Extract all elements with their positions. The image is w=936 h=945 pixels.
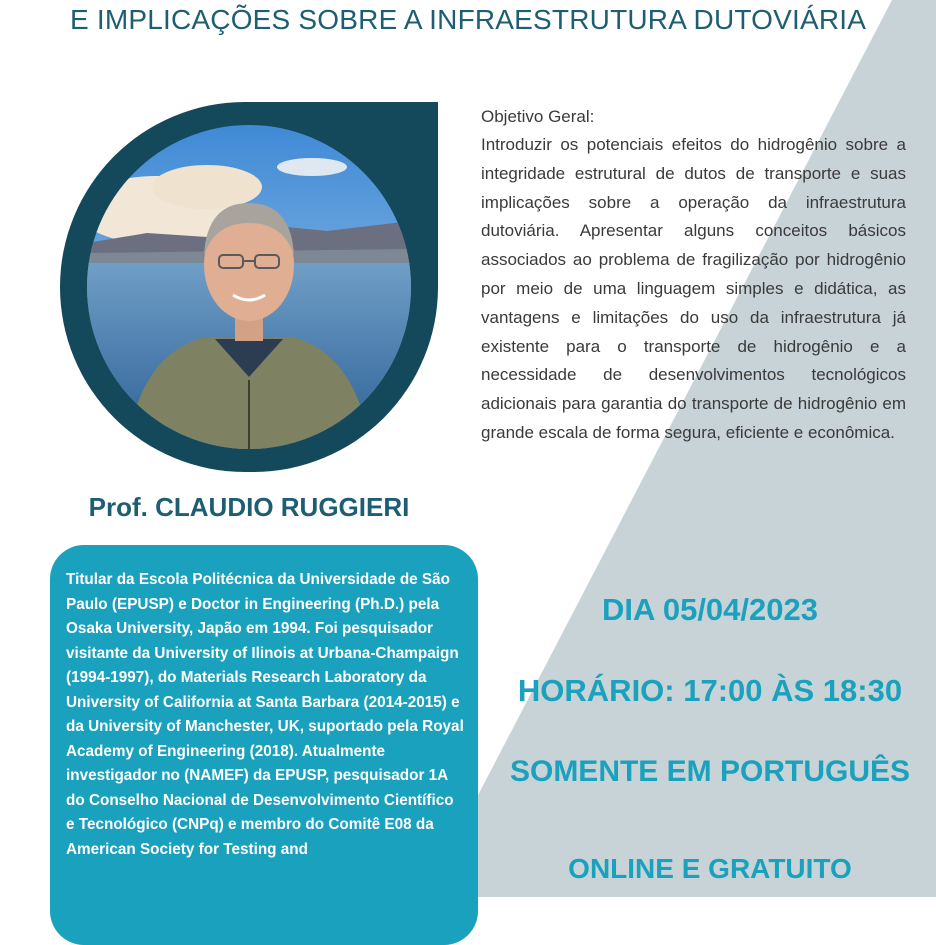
- speaker-bio-card: [50, 545, 478, 945]
- speaker-bio-text: Titular da Escola Politécnica da Universidade de São Paulo (EPUSP) e Doctor in Engineering (Ph.D.) pela Osaka University, Japão em 1994. Foi pesquisador visitante da University of Ilinois at Urbana-Champaign (1994-1997), do Materials Research Laboratory da University of California at Santa Barbara (2014-2015) e da University of Manchester, UK, suportado pela Royal Academy of Engineering (2018). Atualmente investigador no (NAMEF) da EPUSP, pesquisador 1A do Conselho Nacional de Desenvolvimento Científico e Tecnológico (CNPq) e membro do Comitê E08 da American Society for Testing and: [66, 571, 464, 858]
- speaker-name: Prof. CLAUDIO RUGGIERI: [88, 492, 410, 522]
- page-title: E IMPLICAÇÕES SOBRE A INFRAESTRUTURA DUTOVIÁRIA: [70, 4, 867, 35]
- event-access: ONLINE E GRATUITO: [568, 853, 852, 884]
- event-language: SOMENTE EM PORTUGUÊS: [509, 755, 911, 788]
- event-time: HORÁRIO: 17:00 ÀS 18:30: [517, 673, 903, 708]
- speaker-photo-frame: [60, 102, 438, 472]
- event-date: DIA 05/04/2023: [601, 592, 818, 627]
- objective-text: Introduzir os potenciais efeitos do hidrogênio sobre a integridade estrutural de dutos de transporte e suas implicações sobre a operação da infraestrutura dutoviária. Apresentar alguns conceitos básicos associados ao problema de fragilização por hidrogênio por meio de uma linguagem simples e didática, as vantagens e limitações do uso da infraestrutura já existente para o transporte de hidrogênio e a necessidade de desenvolvimentos tecnológicos adicionais para garantia do transporte de hidrogênio em grande escala de forma segura, eficiente e econômica.: [481, 135, 906, 442]
- objective-label: Objetivo Geral:: [481, 107, 595, 126]
- objective-section: [481, 107, 906, 448]
- speaker-photo: [87, 125, 411, 449]
